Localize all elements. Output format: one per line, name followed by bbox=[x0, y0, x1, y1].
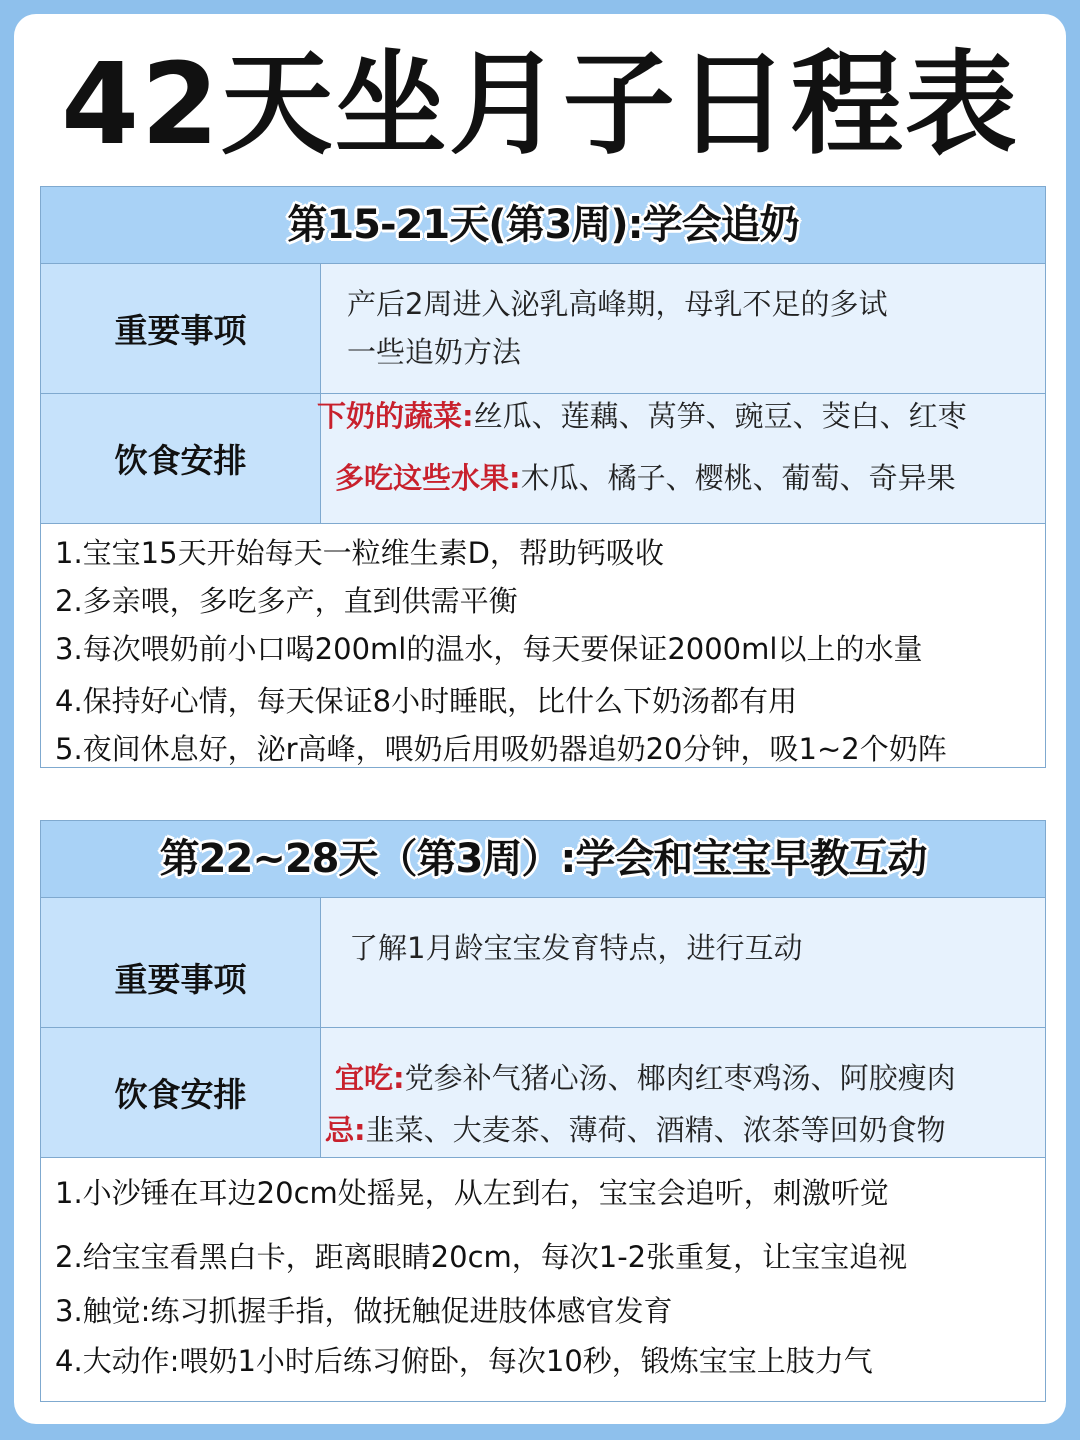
section-heading: 第15-21天(第3周):学会追奶 bbox=[41, 187, 1045, 264]
week3-section bbox=[40, 186, 1046, 768]
diet-red-label: 宜吃: bbox=[335, 1061, 405, 1095]
important-line: 一些追奶方法 bbox=[347, 335, 522, 369]
tip-item: 2.给宝宝看黑白卡，距离眼睛20cm，每次1-2张重复，让宝宝追视 bbox=[55, 1240, 908, 1274]
important-content bbox=[321, 264, 1045, 394]
tip-item: 1.小沙锤在耳边20cm处摇晃，从左到右，宝宝会追听，刺激听觉 bbox=[55, 1176, 889, 1210]
week4-section bbox=[40, 820, 1046, 1402]
diet-text: 党参补气猪心汤、椰肉红枣鸡汤、阿胶瘦肉 bbox=[404, 1061, 956, 1095]
diet-line-recommended bbox=[335, 1056, 956, 1097]
diet-label: 饮食安排 bbox=[41, 1028, 321, 1158]
diet-text: 韭菜、大麦茶、薄荷、酒精、浓茶等回奶食物 bbox=[365, 1113, 946, 1147]
page-title: 42天坐月子日程表 bbox=[61, 40, 1019, 170]
diet-red-label: 下奶的蔬菜: bbox=[317, 399, 474, 433]
important-content bbox=[321, 898, 1045, 1028]
important-line: 了解1月龄宝宝发育特点，进行互动 bbox=[349, 931, 803, 965]
tip-item: 4.大动作:喂奶1小时后练习俯卧，每次10秒，锻炼宝宝上肢力气 bbox=[55, 1344, 873, 1378]
tip-item: 3.每次喂奶前小口喝200ml的温水，每天要保证2000ml以上的水量 bbox=[55, 632, 923, 666]
diet-content bbox=[317, 394, 1045, 524]
diet-line-vegetables bbox=[317, 394, 967, 435]
tip-item: 1.宝宝15天开始每天一粒维生素D，帮助钙吸收 bbox=[55, 536, 664, 570]
diet-text: 木瓜、橘子、樱桃、葡萄、奇异果 bbox=[520, 461, 956, 495]
tip-item: 2.多亲喂，多吃多产，直到供需平衡 bbox=[55, 584, 518, 618]
tip-item: 3.触觉:练习抓握手指，做抚触促进肢体感官发育 bbox=[55, 1294, 673, 1328]
important-label: 重要事项 bbox=[41, 898, 321, 1028]
diet-content bbox=[321, 1028, 1045, 1158]
diet-label: 饮食安排 bbox=[41, 394, 321, 524]
diet-red-label: 忌: bbox=[325, 1113, 366, 1147]
diet-line-avoid bbox=[325, 1108, 946, 1149]
diet-red-label: 多吃这些水果: bbox=[335, 461, 521, 495]
tip-item: 4.保持好心情，每天保证8小时睡眠，比什么下奶汤都有用 bbox=[55, 684, 798, 718]
tip-item: 5.夜间休息好，泌r高峰，喂奶后用吸奶器追奶20分钟，吸1~2个奶阵 bbox=[55, 732, 947, 766]
important-label: 重要事项 bbox=[41, 264, 321, 394]
diet-line-fruits bbox=[335, 456, 956, 497]
diet-text: 丝瓜、莲藕、莴笋、豌豆、茭白、红枣 bbox=[473, 399, 967, 433]
important-line: 产后2周进入泌乳高峰期，母乳不足的多试 bbox=[347, 287, 888, 321]
section-heading: 第22~28天（第3周）:学会和宝宝早教互动 bbox=[41, 821, 1045, 898]
